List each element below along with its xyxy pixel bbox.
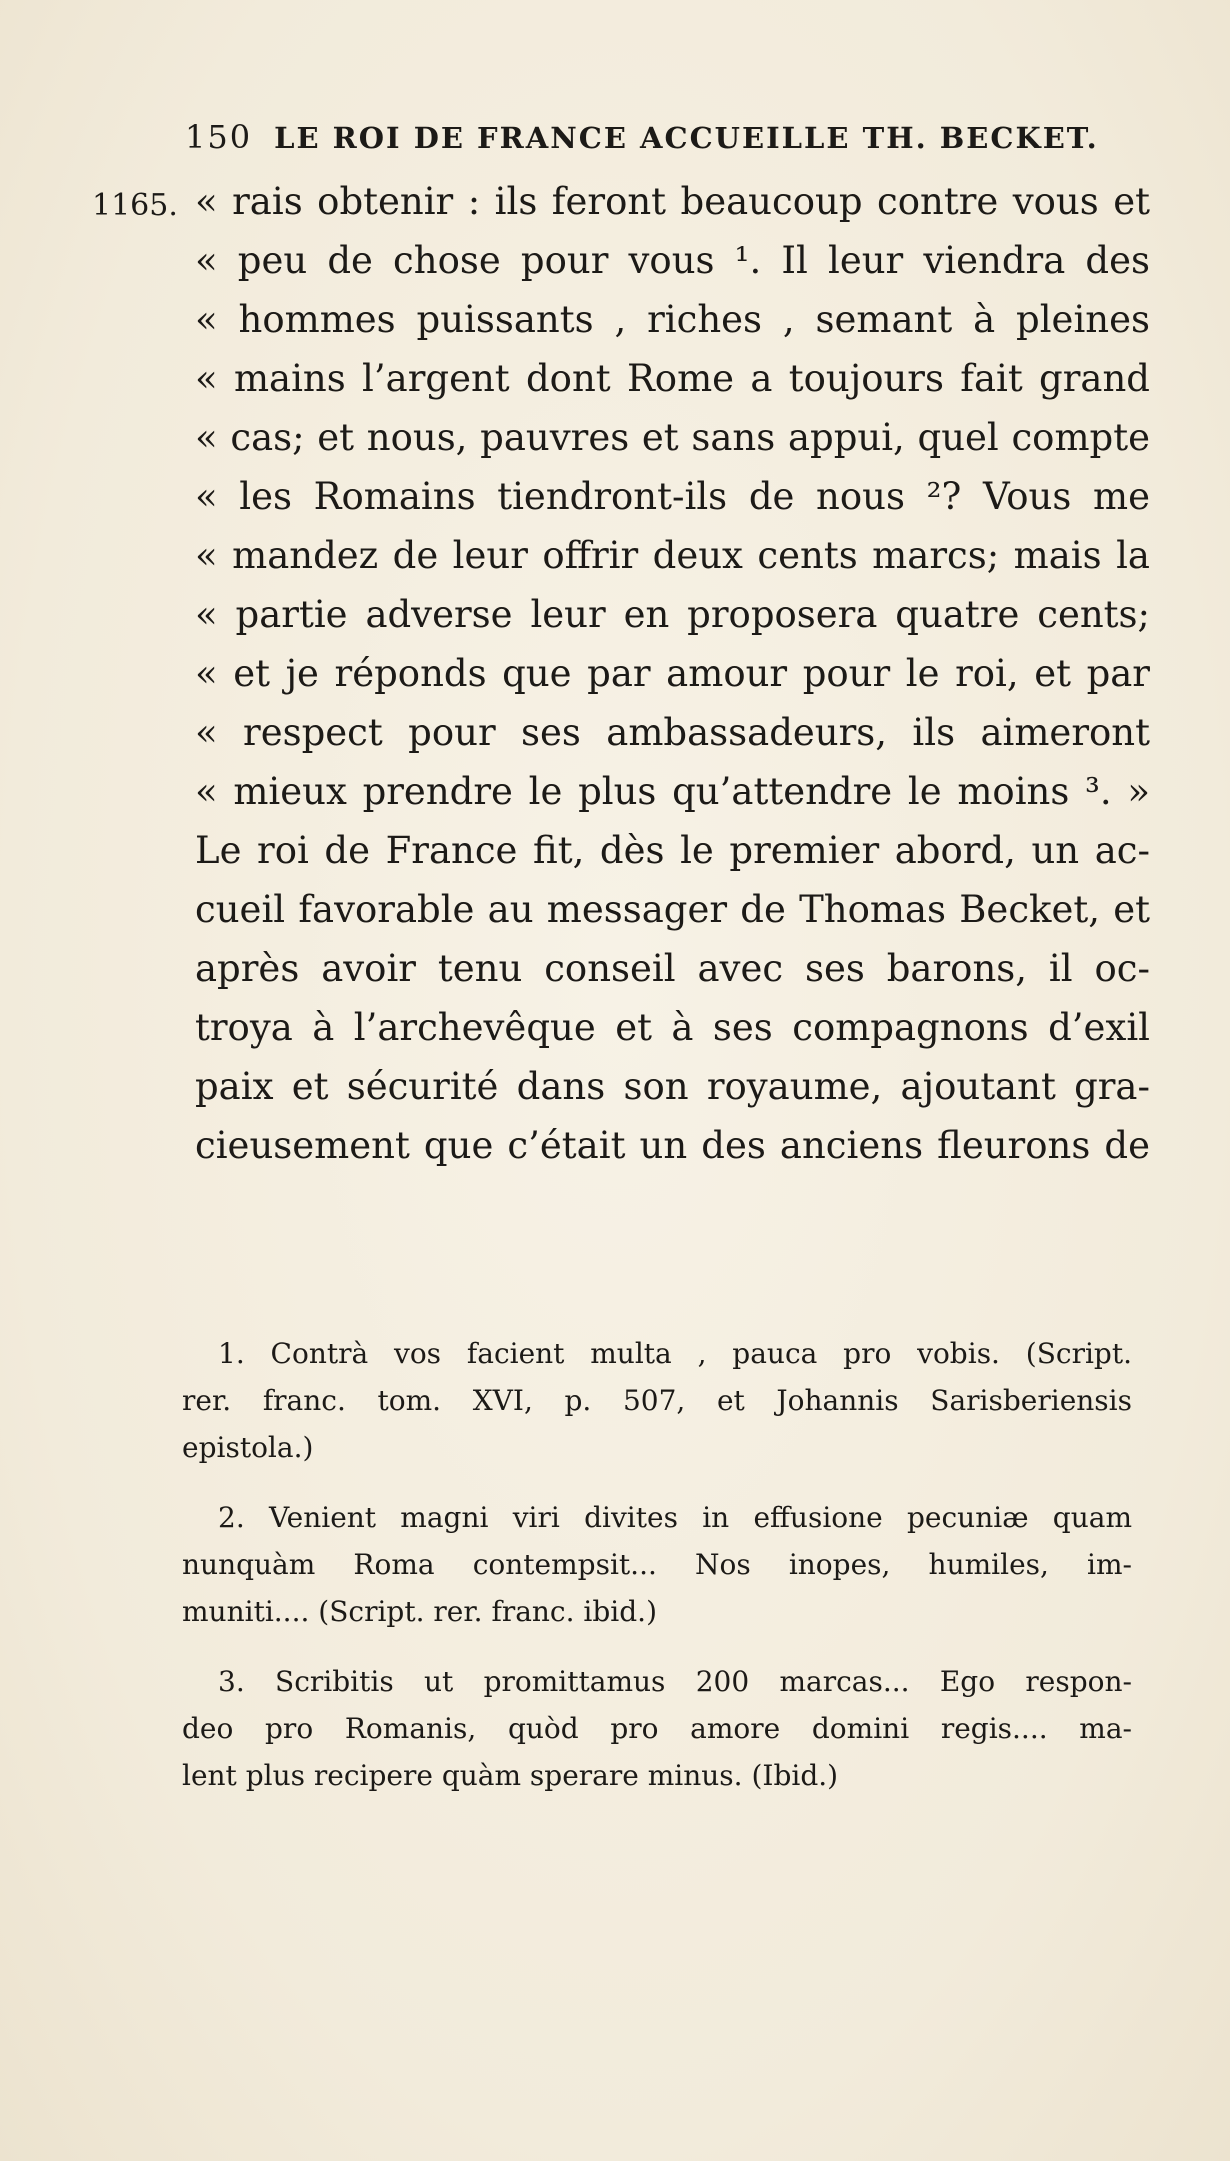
- footnote-line: rer. franc. tom. XVI, p. 507, et Johannis Sarisberiensis: [182, 1384, 1132, 1417]
- footnote-line: deo pro Romanis, quòd pro amore domini regis.... ma-: [182, 1712, 1132, 1745]
- text-line: « hommes puissants , riches , semant à pleines: [195, 298, 1150, 341]
- footnote-line: nunquàm Roma contempsit... Nos inopes, humiles, im-: [182, 1548, 1132, 1581]
- text-line: « partie adverse leur en proposera quatre cents;: [195, 593, 1150, 636]
- text-line: « mieux prendre le plus qu’attendre le moins ³. »: [195, 770, 1150, 813]
- running-header: [185, 118, 1099, 156]
- text-line: « cas; et nous, pauvres et sans appui, quel compte: [195, 416, 1150, 459]
- text-line: Le roi de France fit, dès le premier abord, un ac-: [195, 829, 1150, 872]
- footnote-line: 3. Scribitis ut promittamus 200 marcas... Ego respon-: [218, 1665, 1132, 1698]
- text-line: cueil favorable au messager de Thomas Becket, et: [195, 888, 1150, 931]
- margin-year: 1165.: [92, 188, 178, 223]
- text-line: « respect pour ses ambassadeurs, ils aimeront: [195, 711, 1150, 754]
- text-line: « peu de chose pour vous ¹. Il leur viendra des: [195, 239, 1150, 282]
- text-line: paix et sécurité dans son royaume, ajoutant gra-: [195, 1065, 1150, 1108]
- running-title: LE ROI DE FRANCE ACCUEILLE TH. BECKET.: [274, 121, 1099, 155]
- text-line: « les Romains tiendront-ils de nous ²? Vous me: [195, 475, 1150, 518]
- page-number: 150: [185, 118, 253, 156]
- footnote-2: [182, 1494, 1132, 1635]
- text-line: cieusement que c’était un des anciens fleurons de: [195, 1124, 1150, 1167]
- footnotes: [182, 1330, 1132, 1799]
- footnote-line: lent plus recipere quàm sperare minus. (Ibid.): [182, 1759, 839, 1792]
- text-line: « rais obtenir : ils feront beaucoup contre vous et: [195, 180, 1150, 223]
- body-text: [195, 172, 1150, 1175]
- text-line: troya à l’archevêque et à ses compagnons d’exil: [195, 1006, 1150, 1049]
- text-line: après avoir tenu conseil avec ses barons, il oc-: [195, 947, 1150, 990]
- footnote-1: [182, 1330, 1132, 1471]
- text-line: « mains l’argent dont Rome a toujours fait grand: [195, 357, 1150, 400]
- text-line: « mandez de leur offrir deux cents marcs; mais la: [195, 534, 1150, 577]
- footnote-line: 2. Venient magni viri divites in effusione pecuniæ quam: [218, 1501, 1132, 1534]
- footnote-3: [182, 1658, 1132, 1799]
- footnote-line: 1. Contrà vos facient multa , pauca pro vobis. (Script.: [218, 1337, 1132, 1370]
- text-line: « et je réponds que par amour pour le roi, et par: [195, 652, 1150, 695]
- footnote-line: muniti.... (Script. rer. franc. ibid.): [182, 1595, 657, 1628]
- footnote-line: epistola.): [182, 1431, 314, 1464]
